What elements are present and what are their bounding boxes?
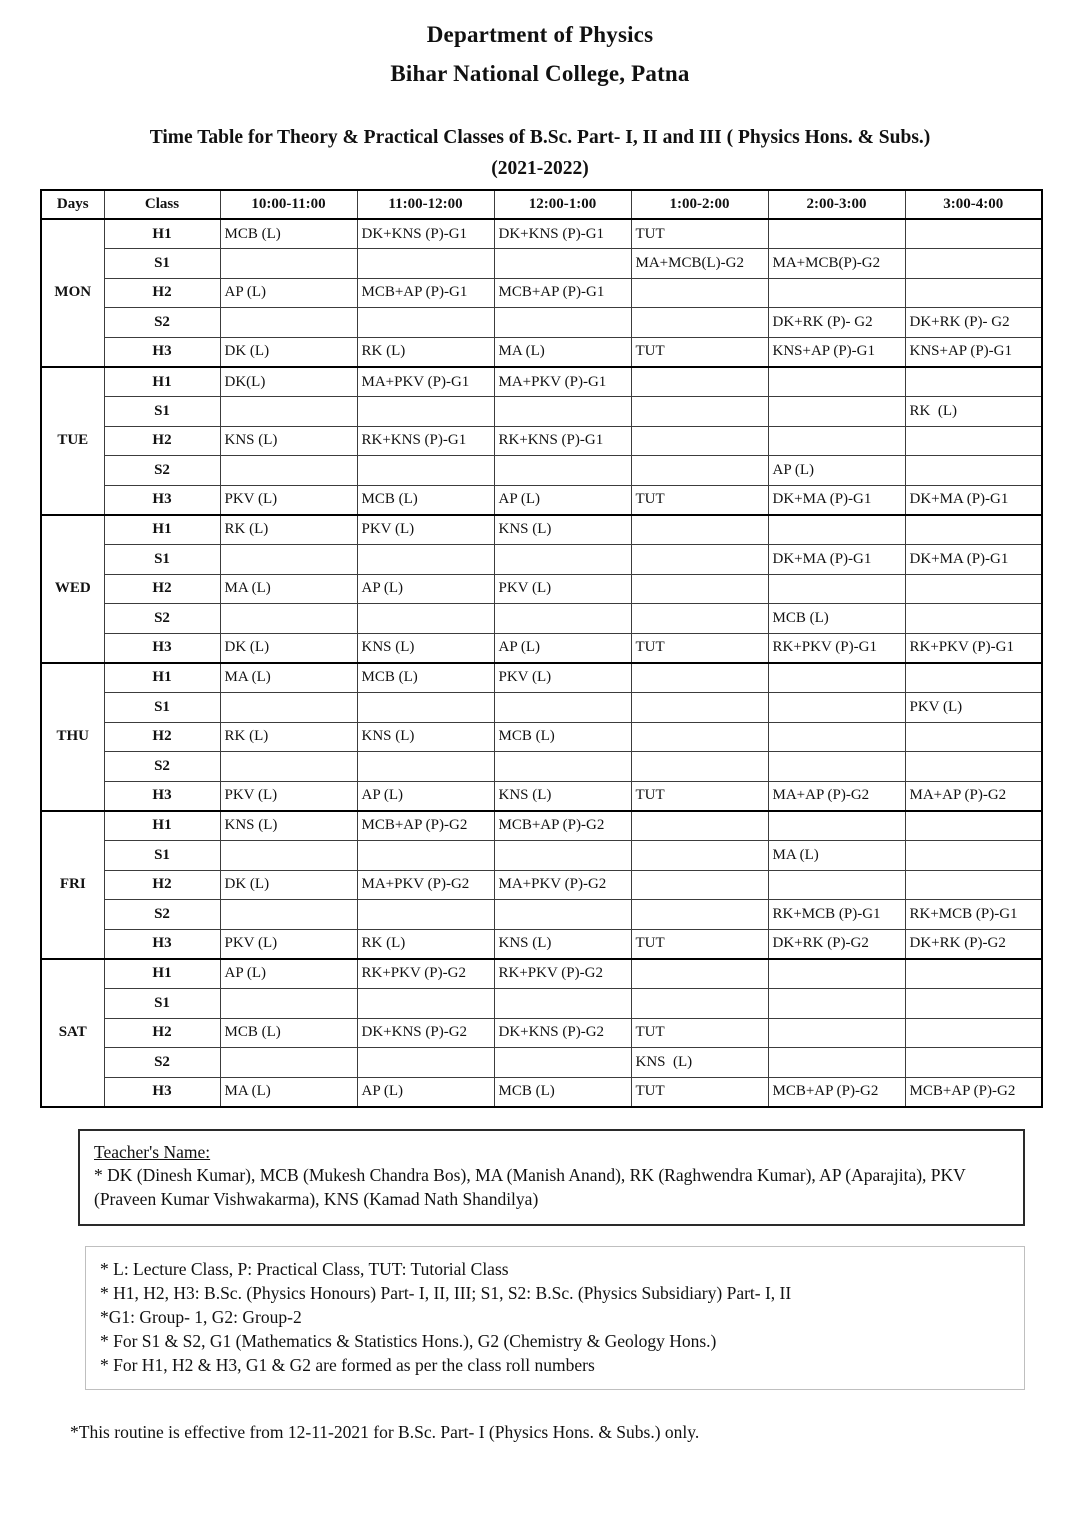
slot-cell: RK+KNS (P)-G1 <box>357 426 494 456</box>
slot-cell: TUT <box>631 929 768 959</box>
class-label: H3 <box>104 633 220 663</box>
slot-cell: KNS (L) <box>220 426 357 456</box>
timetable-row <box>41 367 1042 397</box>
slot-cell <box>768 574 905 604</box>
slot-cell: DK+KNS (P)-G1 <box>357 219 494 249</box>
slot-cell <box>768 219 905 249</box>
slot-cell: KNS+AP (P)-G1 <box>768 337 905 367</box>
note-line: *G1: Group- 1, G2: Group-2 <box>100 1306 302 1327</box>
class-label: S1 <box>104 545 220 575</box>
slot-cell: MA+MCB(L)-G2 <box>631 249 768 279</box>
slot-cell: AP (L) <box>357 574 494 604</box>
slot-cell <box>768 1048 905 1078</box>
slot-cell: DK (L) <box>220 633 357 663</box>
slot-cell <box>768 367 905 397</box>
slot-cell <box>768 959 905 989</box>
slot-cell: MCB (L) <box>494 1077 631 1107</box>
timetable-row <box>41 1077 1042 1107</box>
slot-cell <box>220 604 357 634</box>
slot-cell <box>357 545 494 575</box>
slot-cell <box>905 722 1042 752</box>
slot-cell: MCB+AP (P)-G1 <box>357 278 494 308</box>
slot-cell <box>905 515 1042 545</box>
class-label: S2 <box>104 308 220 338</box>
slot-cell: DK(L) <box>220 367 357 397</box>
slot-cell <box>220 249 357 279</box>
slot-cell <box>631 397 768 427</box>
slot-cell: RK+KNS (P)-G1 <box>494 426 631 456</box>
timetable-subtitle-line2: (2021-2022) <box>491 158 589 179</box>
timetable-row <box>41 722 1042 752</box>
slot-cell: KNS (L) <box>494 515 631 545</box>
slot-cell: MA (L) <box>494 337 631 367</box>
slot-cell: KNS (L) <box>494 929 631 959</box>
slot-cell <box>905 1018 1042 1048</box>
timetable-row <box>41 249 1042 279</box>
slot-cell: DK+RK (P)-G2 <box>905 929 1042 959</box>
slot-cell <box>357 604 494 634</box>
legend-notes-box <box>85 1246 1025 1391</box>
slot-cell: RK+PKV (P)-G1 <box>905 633 1042 663</box>
slot-cell <box>220 693 357 723</box>
note-line: * For H1, H2 & H3, G1 & G2 are formed as per the class roll numbers <box>100 1355 595 1376</box>
timetable-row <box>41 929 1042 959</box>
slot-cell <box>768 752 905 782</box>
slot-cell <box>220 988 357 1018</box>
slot-cell: AP (L) <box>768 456 905 486</box>
slot-cell <box>905 367 1042 397</box>
slot-cell <box>631 870 768 900</box>
class-label: H1 <box>104 515 220 545</box>
timetable-row <box>41 752 1042 782</box>
slot-cell: TUT <box>631 337 768 367</box>
slot-cell <box>905 988 1042 1018</box>
column-header: 1:00-2:00 <box>631 190 768 219</box>
slot-cell: MA+PKV (P)-G1 <box>357 367 494 397</box>
class-label: S2 <box>104 752 220 782</box>
slot-cell <box>631 959 768 989</box>
class-label: H2 <box>104 1018 220 1048</box>
slot-cell: AP (L) <box>494 633 631 663</box>
slot-cell <box>220 1048 357 1078</box>
slot-cell: PKV (L) <box>494 663 631 693</box>
slot-cell <box>220 308 357 338</box>
slot-cell: PKV (L) <box>494 574 631 604</box>
slot-cell: AP (L) <box>220 278 357 308</box>
class-label: H2 <box>104 722 220 752</box>
slot-cell: RK (L) <box>357 929 494 959</box>
slot-cell: MCB+AP (P)-G2 <box>357 811 494 841</box>
slot-cell <box>220 545 357 575</box>
timetable-row <box>41 397 1042 427</box>
slot-cell <box>768 663 905 693</box>
timetable-header-row <box>41 190 1042 219</box>
slot-cell <box>905 426 1042 456</box>
slot-cell <box>357 249 494 279</box>
slot-cell: MCB (L) <box>768 604 905 634</box>
slot-cell: MA+MCB(P)-G2 <box>768 249 905 279</box>
slot-cell <box>768 1018 905 1048</box>
slot-cell: TUT <box>631 781 768 811</box>
slot-cell: AP (L) <box>220 959 357 989</box>
slot-cell <box>768 870 905 900</box>
slot-cell: MCB+AP (P)-G1 <box>494 278 631 308</box>
slot-cell <box>494 545 631 575</box>
slot-cell <box>494 1048 631 1078</box>
timetable-row <box>41 1048 1042 1078</box>
day-label: THU <box>41 663 104 811</box>
slot-cell <box>357 308 494 338</box>
timetable-row <box>41 781 1042 811</box>
slot-cell: TUT <box>631 633 768 663</box>
slot-cell: KNS (L) <box>357 633 494 663</box>
slot-cell: DK+RK (P)-G2 <box>768 929 905 959</box>
slot-cell: KNS+AP (P)-G1 <box>905 337 1042 367</box>
slot-cell <box>905 959 1042 989</box>
slot-cell: DK+MA (P)-G1 <box>905 545 1042 575</box>
slot-cell: MA (L) <box>220 574 357 604</box>
timetable-row <box>41 1018 1042 1048</box>
document-header <box>0 0 1080 87</box>
college-title: Bihar National College, Patna <box>390 61 690 86</box>
slot-cell: AP (L) <box>357 781 494 811</box>
slot-cell: MA+AP (P)-G2 <box>768 781 905 811</box>
class-label: S1 <box>104 840 220 870</box>
slot-cell <box>768 397 905 427</box>
slot-cell: DK+KNS (P)-G2 <box>357 1018 494 1048</box>
timetable-row <box>41 545 1042 575</box>
slot-cell <box>631 278 768 308</box>
slot-cell <box>631 426 768 456</box>
slot-cell <box>357 693 494 723</box>
class-label: S2 <box>104 604 220 634</box>
slot-cell <box>905 604 1042 634</box>
slot-cell <box>905 219 1042 249</box>
timetable-row <box>41 485 1042 515</box>
slot-cell: MCB+AP (P)-G2 <box>494 811 631 841</box>
slot-cell: DK+MA (P)-G1 <box>905 485 1042 515</box>
slot-cell <box>494 308 631 338</box>
slot-cell: MCB (L) <box>357 663 494 693</box>
slot-cell: KNS (L) <box>631 1048 768 1078</box>
day-label: WED <box>41 515 104 663</box>
slot-cell <box>494 604 631 634</box>
slot-cell <box>631 840 768 870</box>
timetable-row <box>41 693 1042 723</box>
class-label: H2 <box>104 870 220 900</box>
column-header: 10:00-11:00 <box>220 190 357 219</box>
timetable-row <box>41 337 1042 367</box>
timetable <box>40 189 1043 1108</box>
slot-cell: TUT <box>631 485 768 515</box>
slot-cell <box>768 988 905 1018</box>
slot-cell <box>905 840 1042 870</box>
timetable-body <box>41 219 1042 1107</box>
timetable-row <box>41 663 1042 693</box>
slot-cell: RK (L) <box>905 397 1042 427</box>
slot-cell: RK+MCB (P)-G1 <box>905 900 1042 930</box>
timetable-row <box>41 811 1042 841</box>
slot-cell: DK (L) <box>220 337 357 367</box>
slot-cell: MCB (L) <box>220 219 357 249</box>
class-label: S1 <box>104 249 220 279</box>
column-header: Class <box>104 190 220 219</box>
slot-cell: KNS (L) <box>494 781 631 811</box>
slot-cell <box>905 278 1042 308</box>
slot-cell: TUT <box>631 219 768 249</box>
slot-cell <box>220 456 357 486</box>
slot-cell <box>357 900 494 930</box>
slot-cell <box>220 397 357 427</box>
department-title: Department of Physics <box>426 22 654 47</box>
teachers-name-box <box>78 1129 1025 1226</box>
column-header: 11:00-12:00 <box>357 190 494 219</box>
slot-cell: RK (L) <box>220 722 357 752</box>
slot-cell: RK+PKV (P)-G2 <box>494 959 631 989</box>
column-header: 2:00-3:00 <box>768 190 905 219</box>
note-line: * For S1 & S2, G1 (Mathematics & Statistics Hons.), G2 (Chemistry & Geology Hons.) <box>100 1331 717 1352</box>
day-label: MON <box>41 219 104 367</box>
slot-cell: PKV (L) <box>220 485 357 515</box>
slot-cell <box>631 456 768 486</box>
slot-cell <box>631 811 768 841</box>
class-label: H1 <box>104 219 220 249</box>
class-label: S1 <box>104 397 220 427</box>
class-label: S2 <box>104 1048 220 1078</box>
slot-cell: RK+MCB (P)-G1 <box>768 900 905 930</box>
slot-cell <box>494 752 631 782</box>
slot-cell: PKV (L) <box>220 781 357 811</box>
day-label: FRI <box>41 811 104 959</box>
timetable-row <box>41 308 1042 338</box>
slot-cell: DK+KNS (P)-G1 <box>494 219 631 249</box>
slot-cell <box>494 397 631 427</box>
class-label: H3 <box>104 485 220 515</box>
slot-cell <box>905 574 1042 604</box>
timetable-row <box>41 633 1042 663</box>
slot-cell: AP (L) <box>494 485 631 515</box>
timetable-row <box>41 515 1042 545</box>
slot-cell <box>631 722 768 752</box>
slot-cell <box>631 308 768 338</box>
slot-cell: MA+AP (P)-G2 <box>905 781 1042 811</box>
teachers-list: * DK (Dinesh Kumar), MCB (Mukesh Chandra Bos), MA (Manish Anand), RK (Raghwendra Kumar), AP (Aparajita), PKV (Praveen Kumar Vishwakarma), KNS (Kamad Nath Shandilya) <box>94 1165 966 1210</box>
slot-cell: MA (L) <box>768 840 905 870</box>
slot-cell <box>357 1048 494 1078</box>
slot-cell <box>768 515 905 545</box>
slot-cell: PKV (L) <box>220 929 357 959</box>
note-line: * L: Lecture Class, P: Practical Class, TUT: Tutorial Class <box>100 1258 509 1279</box>
slot-cell <box>220 900 357 930</box>
class-label: H2 <box>104 574 220 604</box>
slot-cell: MA+PKV (P)-G1 <box>494 367 631 397</box>
column-header: 12:00-1:00 <box>494 190 631 219</box>
timetable-row <box>41 900 1042 930</box>
timetable-subtitle <box>0 127 1080 180</box>
effective-date-note: *This routine is effective from 12-11-2021 for B.Sc. Part- I (Physics Hons. & Subs.) only. <box>70 1422 700 1443</box>
timetable-subtitle-line1: Time Table for Theory & Practical Classes of B.Sc. Part- I, II and III ( Physics Hons. & Subs.) <box>149 127 931 148</box>
slot-cell: DK+KNS (P)-G2 <box>494 1018 631 1048</box>
timetable-row <box>41 959 1042 989</box>
slot-cell: MA+PKV (P)-G2 <box>357 870 494 900</box>
slot-cell: MA (L) <box>220 1077 357 1107</box>
class-label: H1 <box>104 811 220 841</box>
class-label: H1 <box>104 663 220 693</box>
slot-cell: MA (L) <box>220 663 357 693</box>
slot-cell <box>220 840 357 870</box>
timetable-row <box>41 604 1042 634</box>
class-label: H2 <box>104 278 220 308</box>
timetable-row <box>41 988 1042 1018</box>
slot-cell: MCB (L) <box>357 485 494 515</box>
slot-cell: DK+MA (P)-G1 <box>768 485 905 515</box>
slot-cell <box>905 456 1042 486</box>
timetable-row <box>41 574 1042 604</box>
class-label: S2 <box>104 456 220 486</box>
slot-cell <box>905 811 1042 841</box>
slot-cell: RK (L) <box>357 337 494 367</box>
slot-cell <box>905 1048 1042 1078</box>
slot-cell <box>494 693 631 723</box>
class-label: S1 <box>104 693 220 723</box>
slot-cell <box>768 722 905 752</box>
slot-cell <box>631 663 768 693</box>
slot-cell: MCB+AP (P)-G2 <box>768 1077 905 1107</box>
column-header: Days <box>41 190 104 219</box>
slot-cell: DK+RK (P)- G2 <box>905 308 1042 338</box>
slot-cell <box>631 515 768 545</box>
slot-cell: MCB (L) <box>494 722 631 752</box>
slot-cell <box>631 574 768 604</box>
slot-cell: DK+MA (P)-G1 <box>768 545 905 575</box>
class-label: H3 <box>104 929 220 959</box>
slot-cell <box>631 545 768 575</box>
slot-cell: MCB (L) <box>220 1018 357 1048</box>
teachers-heading: Teacher's Name: <box>94 1141 211 1162</box>
slot-cell <box>768 278 905 308</box>
slot-cell: KNS (L) <box>220 811 357 841</box>
class-label: H3 <box>104 337 220 367</box>
class-label: S2 <box>104 900 220 930</box>
slot-cell <box>905 870 1042 900</box>
slot-cell <box>357 397 494 427</box>
class-label: H3 <box>104 1077 220 1107</box>
slot-cell <box>631 693 768 723</box>
class-label: H1 <box>104 367 220 397</box>
slot-cell <box>905 249 1042 279</box>
class-label: H1 <box>104 959 220 989</box>
slot-cell <box>631 367 768 397</box>
slot-cell <box>768 426 905 456</box>
slot-cell <box>220 752 357 782</box>
slot-cell: AP (L) <box>357 1077 494 1107</box>
timetable-row <box>41 219 1042 249</box>
class-label: S1 <box>104 988 220 1018</box>
note-line: * H1, H2, H3: B.Sc. (Physics Honours) Part- I, II, III; S1, S2: B.Sc. (Physics Subsidiary) Part- I, II <box>100 1282 792 1303</box>
slot-cell: RK (L) <box>220 515 357 545</box>
slot-cell <box>494 988 631 1018</box>
slot-cell: MCB+AP (P)-G2 <box>905 1077 1042 1107</box>
slot-cell: PKV (L) <box>357 515 494 545</box>
slot-cell: TUT <box>631 1018 768 1048</box>
day-label: TUE <box>41 367 104 515</box>
slot-cell: DK+RK (P)- G2 <box>768 308 905 338</box>
slot-cell <box>631 900 768 930</box>
slot-cell <box>768 693 905 723</box>
slot-cell <box>494 456 631 486</box>
slot-cell <box>905 663 1042 693</box>
timetable-row <box>41 278 1042 308</box>
timetable-row <box>41 840 1042 870</box>
slot-cell: DK (L) <box>220 870 357 900</box>
slot-cell <box>357 456 494 486</box>
slot-cell <box>357 988 494 1018</box>
slot-cell <box>905 752 1042 782</box>
slot-cell <box>357 752 494 782</box>
slot-cell <box>494 900 631 930</box>
column-header: 3:00-4:00 <box>905 190 1042 219</box>
slot-cell <box>357 840 494 870</box>
slot-cell <box>631 752 768 782</box>
class-label: H2 <box>104 426 220 456</box>
slot-cell <box>631 604 768 634</box>
slot-cell: TUT <box>631 1077 768 1107</box>
day-label: SAT <box>41 959 104 1107</box>
slot-cell: MA+PKV (P)-G2 <box>494 870 631 900</box>
class-label: H3 <box>104 781 220 811</box>
slot-cell <box>768 811 905 841</box>
slot-cell <box>494 840 631 870</box>
slot-cell: KNS (L) <box>357 722 494 752</box>
slot-cell: RK+PKV (P)-G2 <box>357 959 494 989</box>
timetable-row <box>41 426 1042 456</box>
slot-cell: PKV (L) <box>905 693 1042 723</box>
timetable-row <box>41 456 1042 486</box>
timetable-row <box>41 870 1042 900</box>
slot-cell <box>494 249 631 279</box>
slot-cell <box>631 988 768 1018</box>
slot-cell: RK+PKV (P)-G1 <box>768 633 905 663</box>
